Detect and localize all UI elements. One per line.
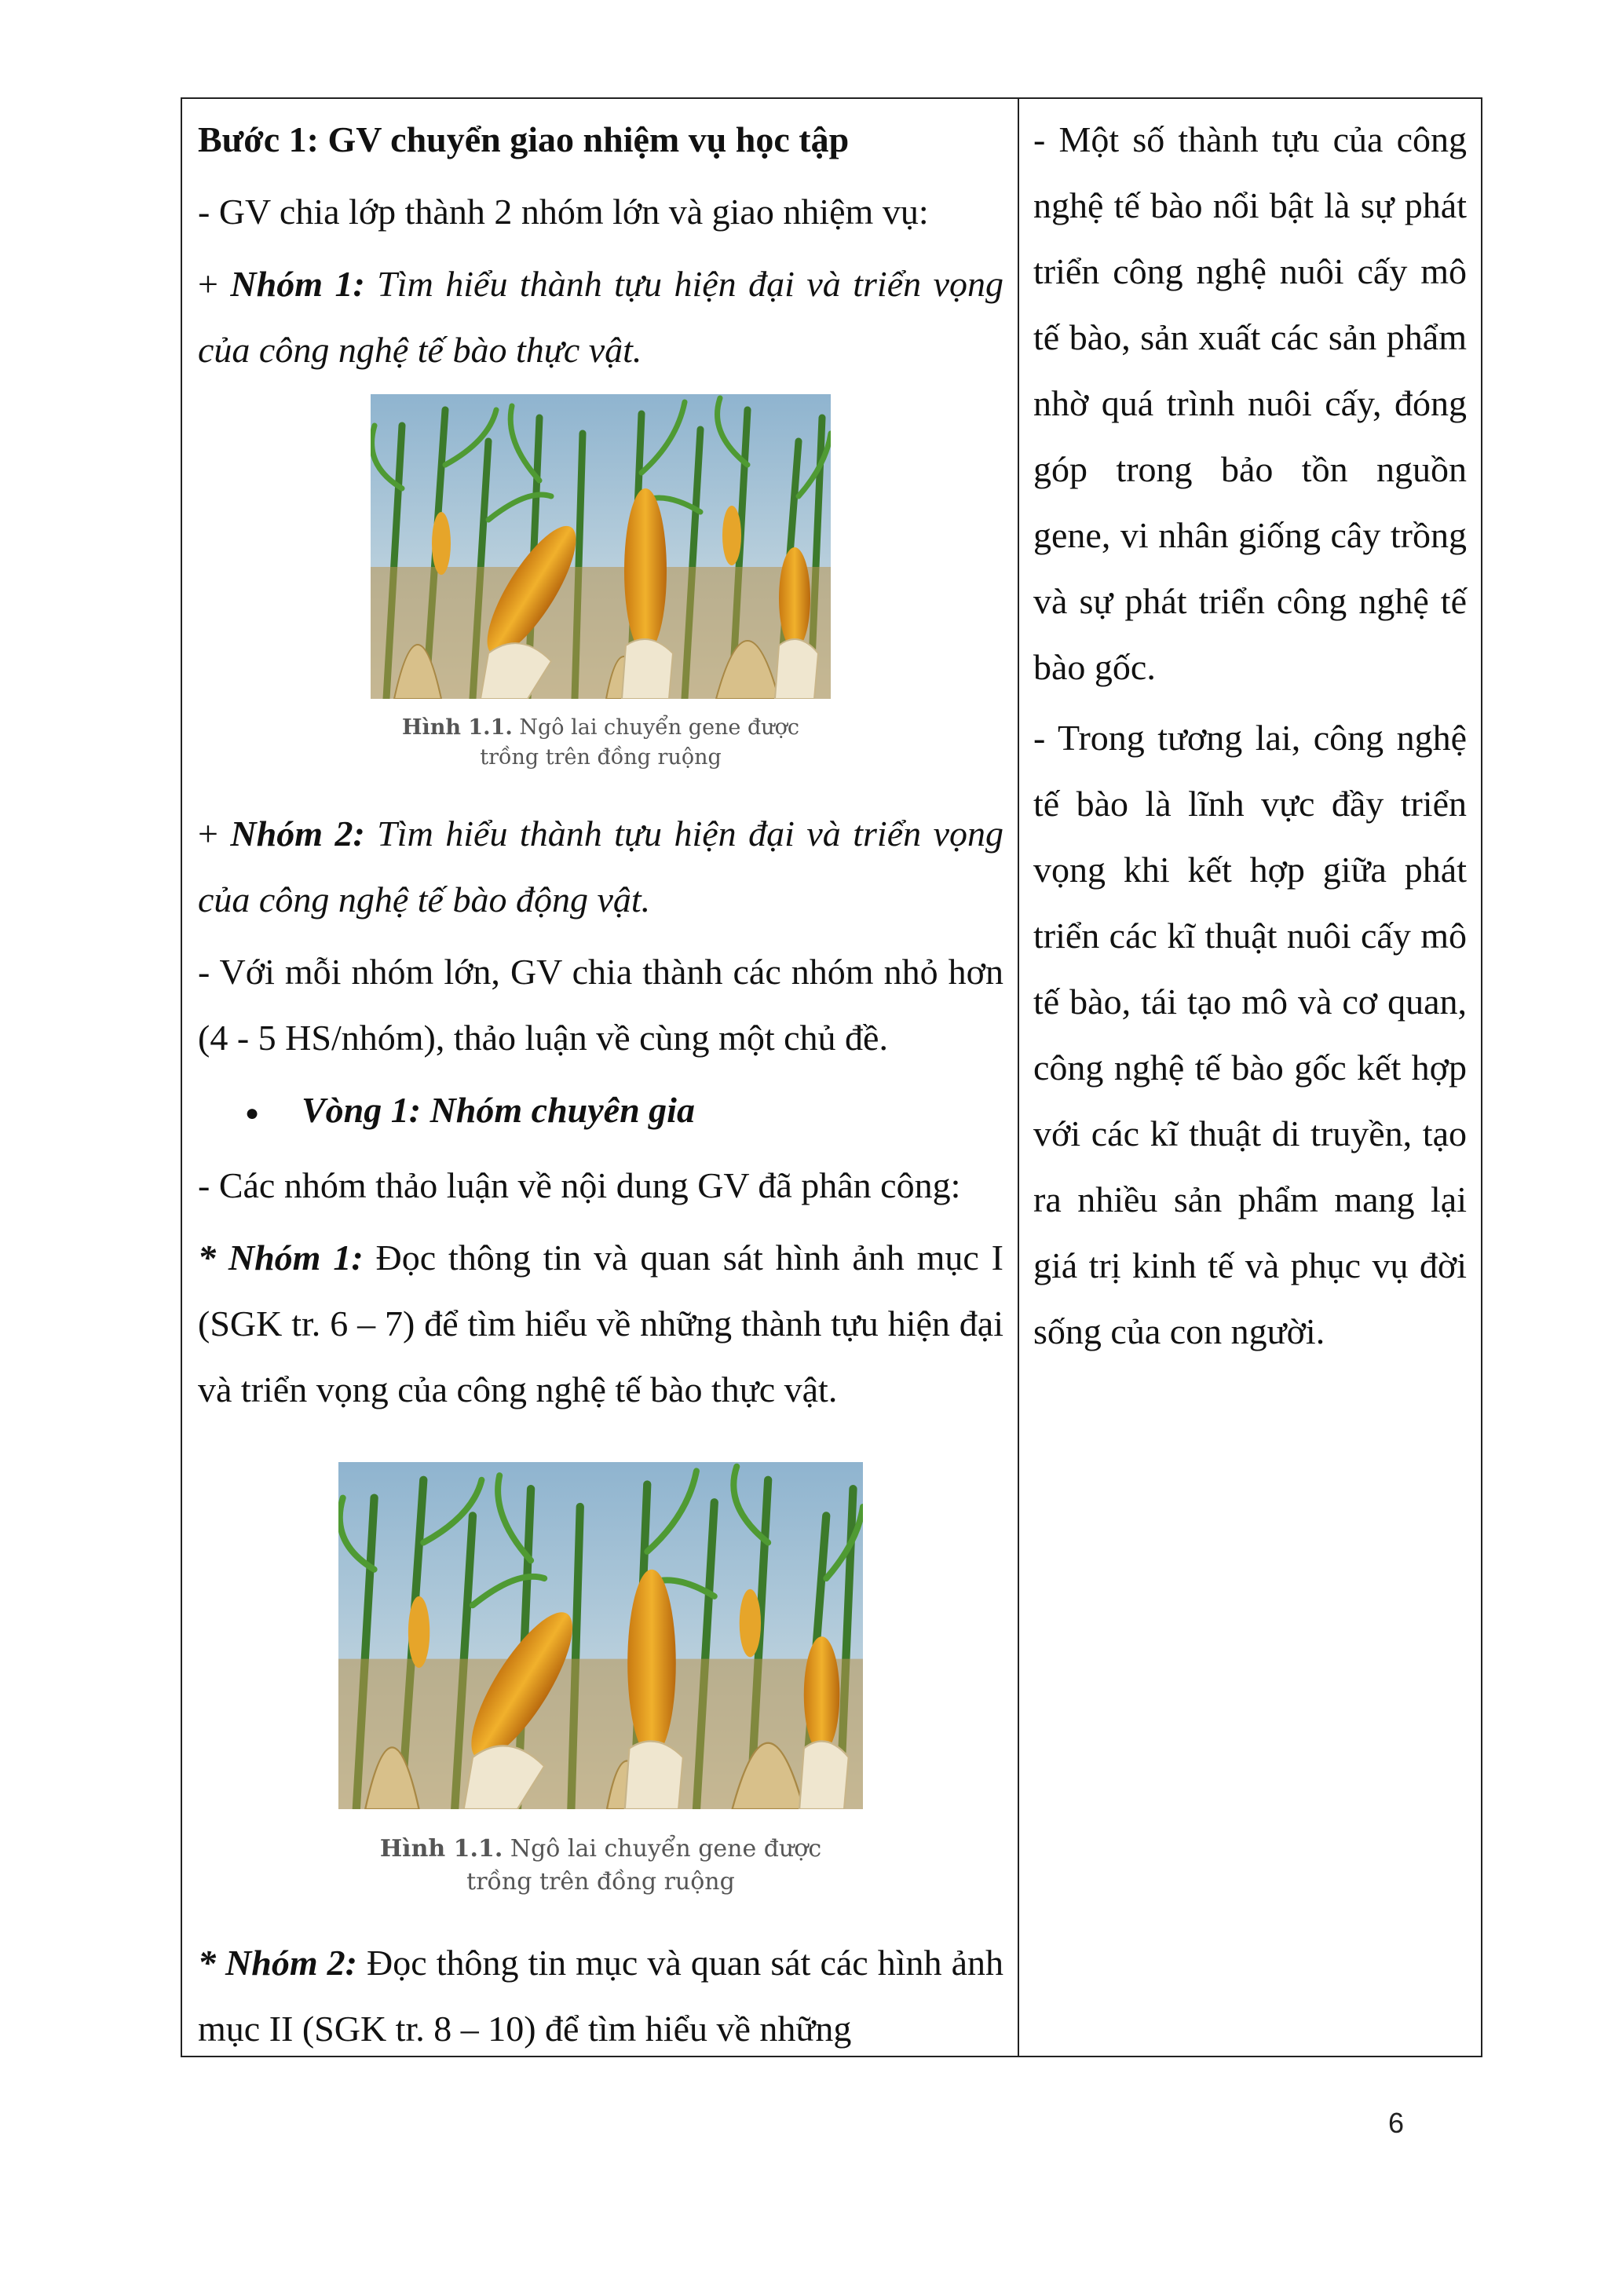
figure-1-caption-label: Hình 1.1. [401, 715, 513, 740]
intro-text: - GV chia lớp thành 2 nhóm lớn và giao nhiệm vụ: [198, 192, 929, 232]
split-text: - Với mỗi nhóm lớn, GV chia thành các nhóm nhỏ hơn (4 - 5 HS/nhóm), thảo luận về cùng một chủ đề. [198, 952, 1003, 1058]
corn-field-image [371, 394, 831, 699]
product-column [1019, 99, 1481, 2056]
achievements-paragraph: - Một số thành tựu của công nghệ tế bào nổi bật là sự phát triển công nghệ nuôi cấy mô tế bào, sản xuất các sản phẩm nhờ quá trình nuôi cấy, đóng góp trong bảo tồn nguồn gene, vi nhân giống cây trồng và sự phát triển công nghệ tế bào gốc. [1033, 119, 1467, 687]
figure-2-caption [365, 1833, 836, 1899]
task1-text [198, 1225, 1003, 1423]
discuss-text: - Các nhóm thảo luận về nội dung GV đã phân công: [198, 1165, 961, 1206]
bullet-icon: ● [245, 1100, 260, 1127]
round1-text: Vòng 1: Nhóm chuyên gia [302, 1090, 695, 1130]
task1-label: * Nhóm 1: [198, 1238, 364, 1278]
group2-label: Nhóm 2: [230, 813, 365, 854]
group1-text: Tìm hiểu thành tựu hiện đại và triển vọng của công nghệ tế bào thực vật. [198, 264, 1003, 370]
group2-text: Tìm hiểu thành tựu hiện đại và triển vọng của công nghệ tế bào động vật. [198, 813, 1003, 919]
figure-1 [198, 394, 1003, 773]
step-title: Bước 1: GV chuyển giao nhiệm vụ học tập [198, 119, 850, 159]
group2-task [198, 801, 1003, 933]
task1-body: Đọc thông tin và quan sát hình ảnh mục I (SGK tr. 6 – 7) để tìm hiểu về những thành tựu hiện đại và triển vọng của công nghệ tế bào thực vật. [198, 1238, 1004, 1410]
figure-2-caption-label: Hình 1.1. [379, 1835, 503, 1863]
group2-prefix: + [198, 813, 231, 854]
corn-field-image-2 [338, 1462, 863, 1809]
round1-heading [198, 1077, 1003, 1146]
task2-body: Đọc thông tin mục và quan sát các hình ảnh mục II (SGK tr. 8 – 10) để tìm hiểu về những [198, 1943, 1003, 2049]
figure-1-caption [381, 713, 821, 773]
activity-column [182, 99, 1019, 2056]
figure-1-caption-text: Ngô lai chuyển gene được trồng trên đồng ruộng [480, 715, 800, 770]
task2-label: * Nhóm 2: [198, 1943, 357, 1983]
figure-2-caption-text: Ngô lai chuyển gene được trồng trên đồng ruộng [466, 1835, 822, 1896]
page-number: 6 [1388, 2107, 1405, 2139]
group1-task [198, 251, 1003, 383]
group1-label: Nhóm 1: [230, 264, 365, 304]
content-table [181, 97, 1482, 2057]
prospects-paragraph: - Trong tương lai, công nghệ tế bào là lĩnh vực đầy triển vọng khi kết hợp giữa phát triển các kĩ thuật nuôi cấy mô tế bào, tái tạo mô và cơ quan, công nghệ tế bào gốc kết hợp với các kĩ thuật di truyền, tạo ra nhiều sản phẩm mang lại giá trị kinh tế và phục vụ đời sống của con người. [1033, 718, 1467, 1351]
group1-prefix: + [198, 264, 231, 304]
figure-2 [198, 1462, 1003, 1899]
task2-text [198, 1930, 1003, 2062]
